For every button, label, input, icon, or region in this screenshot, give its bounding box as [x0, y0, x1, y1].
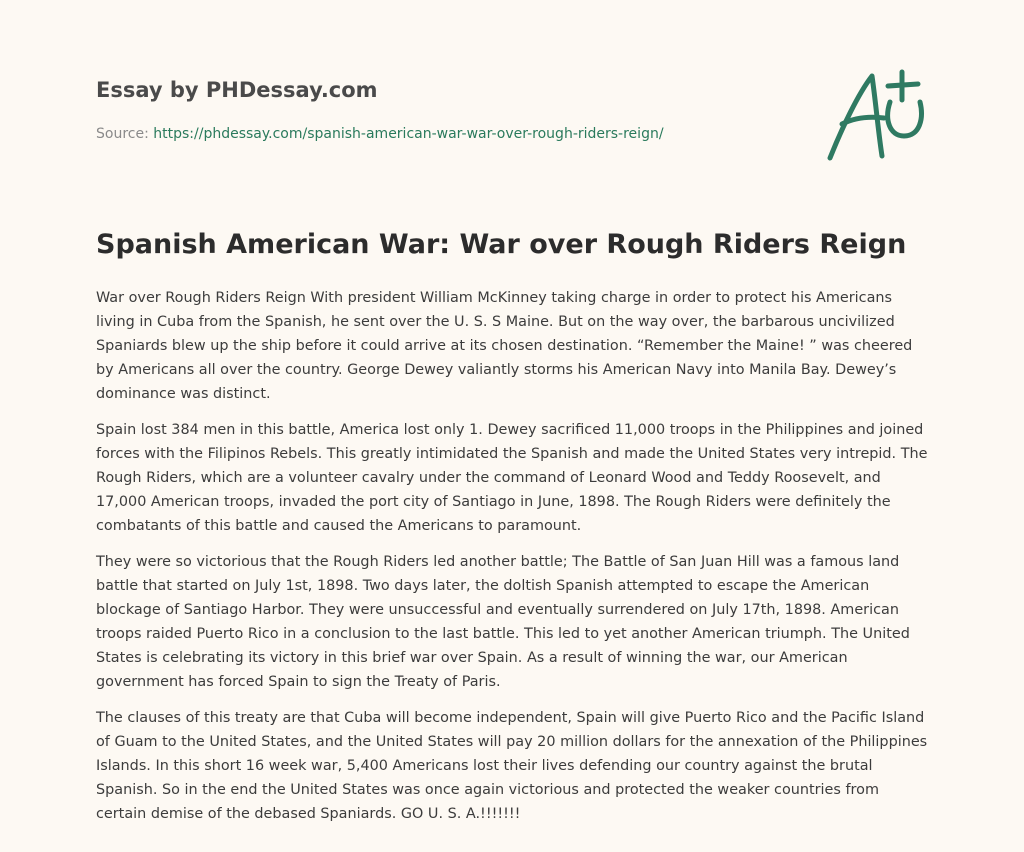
essay-paragraph-4: The clauses of this treaty are that Cuba will become independent, Spain will give Puerto Rico and the Pacific Island of Guam to the United States, and the United States will pay 20 million dollars for the annexation of the Philippines Islands. In this short 16 week war, 5,400 Americans lost their lives defending our country against the brutal Spanish. So in the end the United States was once again victorious and protected the weaker countries from certain demise of the debased Spaniards. GO U. S. A.!!!!!!!	[96, 710, 928, 822]
essay-paragraph-3: They were so victorious that the Rough Riders led another battle; The Battle of San Juan Hill was a famous land battle that started on July 1st, 1898. Two days later, the doltish Spanish attempted to escape the American blockage of Santiago Harbor. They were unsuccessful and eventually surrendered on July 17th, 1898. American troops raided Puerto Rico in a conclusion to the last battle. This led to yet another American triumph. The United States is celebrating its victory in this brief war over Spain. As a result of winning the war, our American government has forced Spain to sign the Treaty of Paris.	[96, 554, 910, 690]
page-header	[96, 76, 796, 144]
source-link[interactable]: https://phdessay.com/spanish-american-war-war-over-rough-riders-reign/	[153, 126, 664, 142]
a-plus-grade-icon	[820, 66, 930, 166]
source-label: Source:	[96, 126, 154, 142]
source-line	[96, 124, 796, 144]
essay-content	[96, 226, 931, 838]
essay-paragraph-1: War over Rough Riders Reign With president William McKinney taking charge in order to protect his Americans living in Cuba from the Spanish, he sent over the U. S. S Maine. But on the way over, the barbarous uncivilized Spaniards blew up the ship before it could arrive at its chosen destination. “Remember the Maine! ” was cheered by Americans all over the country. George Dewey valiantly storms his American Navy into Manila Bay. Dewey’s dominance was distinct.	[96, 290, 913, 402]
brand-title: Essay by PHDessay.com	[96, 78, 378, 102]
essay-paragraph-2: Spain lost 384 men in this battle, America lost only 1. Dewey sacrificed 11,000 troops in the Philippines and joined forces with the Filipinos Rebels. This greatly intimidated the Spanish and made the United States very intrepid. The Rough Riders, which are a volunteer cavalry under the command of Leonard Wood and Teddy Roosevelt, and 17,000 American troops, invaded the port city of Santiago in June, 1898. The Rough Riders were definitely the combatants of this battle and caused the Americans to paramount.	[96, 422, 928, 534]
essay-title: Spanish American War: War over Rough Riders Reign	[96, 229, 907, 260]
